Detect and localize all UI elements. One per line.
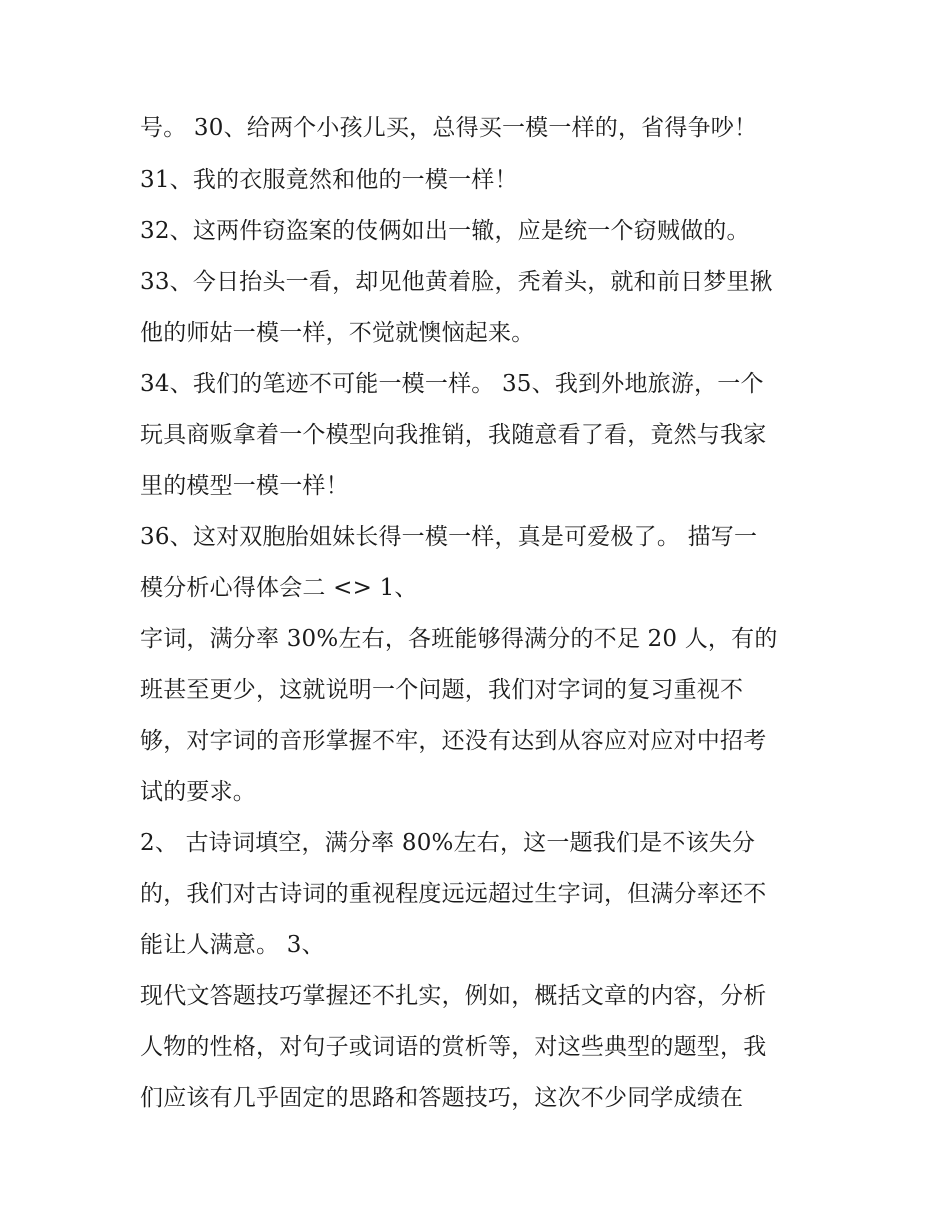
text-line: 试的要求。 <box>140 779 256 805</box>
text-line: 他的师姑一模一样，不觉就懊恼起来。 <box>140 320 535 346</box>
text-line: 32、这两件窃盗案的伎俩如出一辙，应是统一个窃贼做的。 <box>140 218 750 244</box>
text-line: 们应该有几乎固定的思路和答题技巧，这次不少同学成绩在 <box>140 1085 744 1111</box>
text-line: 里的模型一模一样！ <box>140 473 349 499</box>
text-line: 模分析心得体会二 <> 1、 <box>140 575 418 601</box>
text-line: 36、这对双胞胎姐妹长得一模一样，真是可爱极了。 描写一 <box>140 524 758 550</box>
text-line: 31、我的衣服竟然和他的一模一样！ <box>140 167 518 193</box>
text-line: 现代文答题技巧掌握还不扎实，例如，概括文章的内容，分析 <box>140 983 767 1009</box>
text-line: 班甚至更少，这就说明一个问题，我们对字词的复习重视不 <box>140 677 744 703</box>
text-line: 34、我们的笔迹不可能一模一样。 35、我到外地旅游，一个 <box>140 371 764 397</box>
text-line: 2、 古诗词填空，满分率 80%左右，这一题我们是不该失分 <box>140 830 756 856</box>
text-line: 人物的性格，对句子或词语的赏析等，对这些典型的题型，我 <box>140 1034 767 1060</box>
text-line: 能让人满意。 3、 <box>140 932 325 958</box>
text-line: 33、今日抬头一看，却见他黄着脸，秃着头，就和前日梦里揪 <box>140 269 773 295</box>
text-line: 玩具商贩拿着一个模型向我推销，我随意看了看，竟然与我家 <box>140 422 767 448</box>
text-line: 号。 30、给两个小孩儿买，总得买一模一样的，省得争吵！ <box>140 115 758 141</box>
text-line: 够，对字词的音形掌握不牢，还没有达到从容应对应对中招考 <box>140 728 767 754</box>
text-line: 的，我们对古诗词的重视程度远远超过生字词，但满分率还不 <box>140 881 767 907</box>
text-line: 字词，满分率 30%左右，各班能够得满分的不足 20 人，有的 <box>140 626 778 652</box>
